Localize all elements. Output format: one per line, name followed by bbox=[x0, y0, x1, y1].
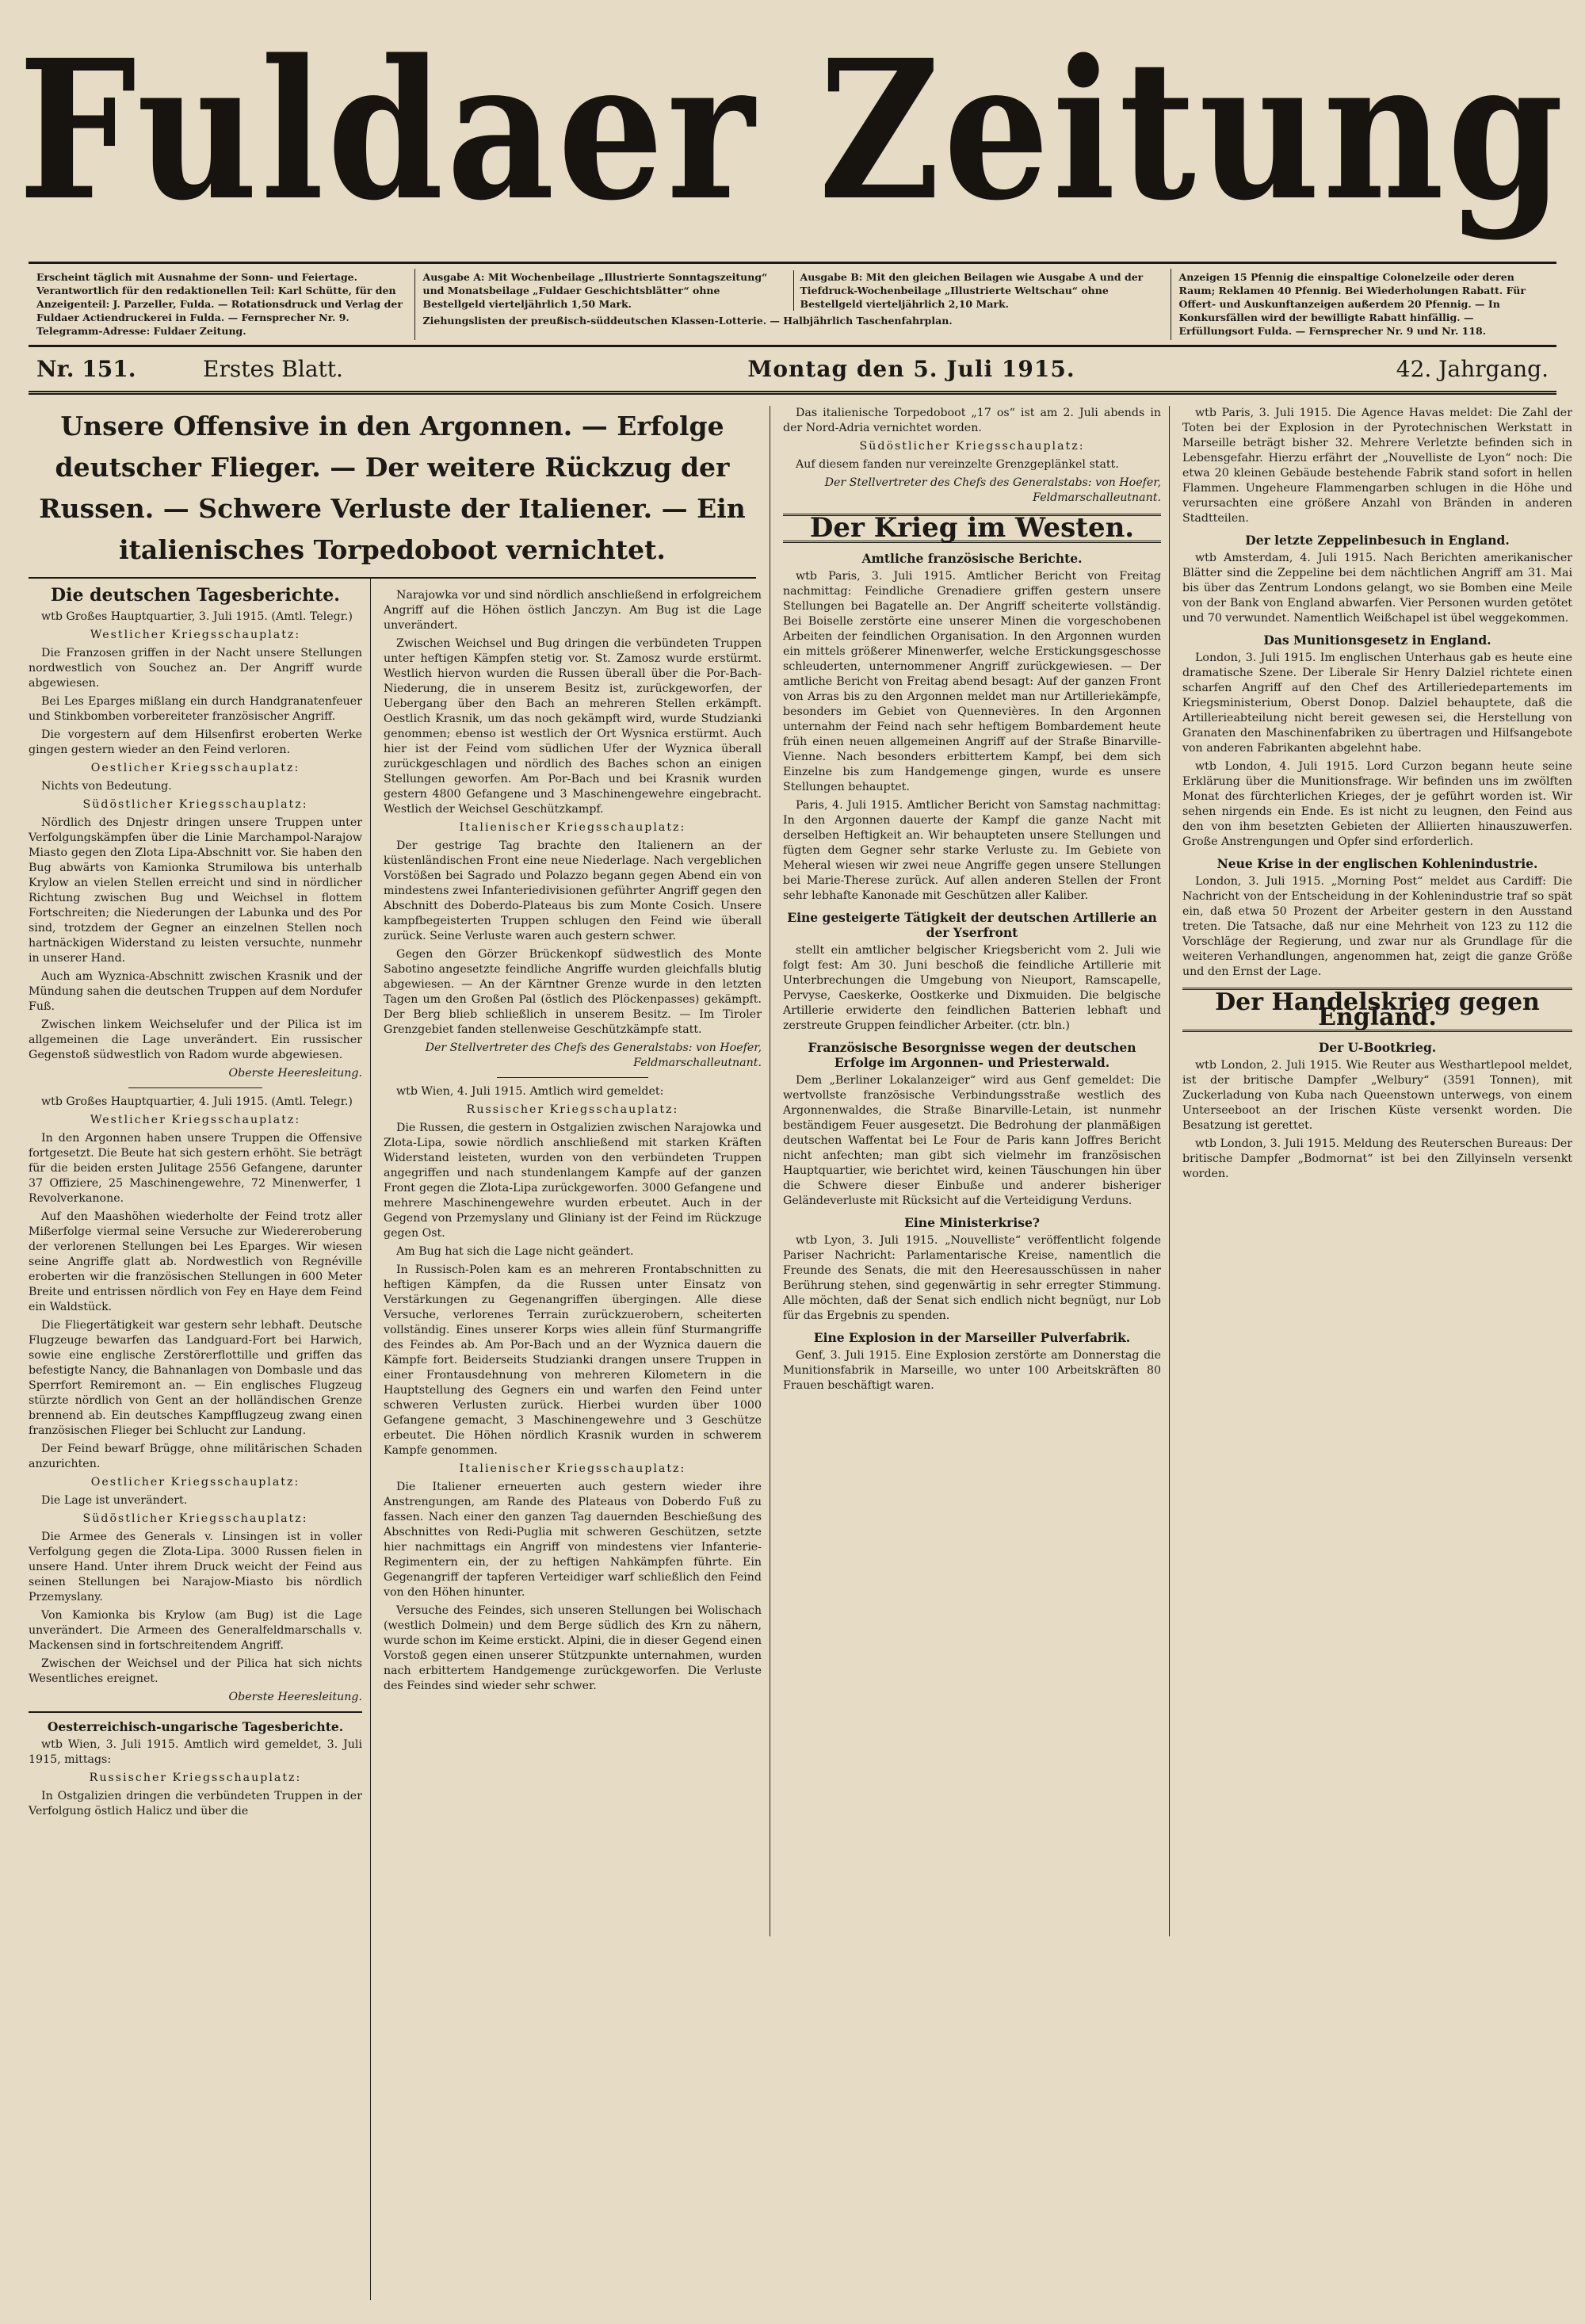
section-subtitle: Der letzte Zeppelinbesuch in England. bbox=[1245, 533, 1510, 548]
subhead: Südöstlicher Kriegsschauplatz: bbox=[859, 440, 1085, 453]
column-2 bbox=[384, 406, 770, 1936]
info-editions bbox=[415, 269, 1171, 340]
section-subtitle: Französische Besorgnisse wegen der deutschen Erfolge im Argonnen- und Priesterwald. bbox=[808, 1040, 1136, 1070]
issue-number: Nr. 151. bbox=[36, 356, 136, 382]
paragraph: Auf den Maashöhen wiederholte der Feind trotz aller Mißerfolge viermal seine Versuche zur Wiedereroberung der verlorenen Stellungen bei Les Eparges. Wir wiesen seine Angriffe glatt ab. Nordwestlich von Regnéville eroberten wir die französischen Stellungen in 600 Meter Breite und entrissen nördlich von Fey en Haye dem Feind ein Waldstück. bbox=[29, 1210, 362, 1313]
paragraph: Versuche des Feindes, sich unseren Stellungen bei Wolischach (westlich Dolmein) und dem Berge südlich des Krn zu nähern, wurde schon im Keime erstickt. Alpini, die in dieser Gegend einen Vorstoß gegen einen unserer Stützpunkte unternahmen, wurden nach erbittertem Handgemenge zurückgeworfen. Die Verluste des Feindes sind wieder sehr schwer. bbox=[384, 1604, 762, 1692]
section-subtitle: Eine Explosion in der Marseiller Pulverfabrik. bbox=[813, 1330, 1131, 1345]
signature: Der Stellvertreter des Chefs des Generalstabs: von Hoefer, Feldmarschalleutnant. bbox=[824, 476, 1161, 504]
paragraph: Die Italiener erneuerten auch gestern wieder ihre Anstrengungen, am Rande des Plateaus von Doberdo Fuß zu fassen. Nach einer den ganzen Tag dauernden Beschießung des Abschnittes von Redi-Puglia mit schweren Geschützen, setzte hier nachmittags ein Angriff von mindestens vier Infanterie-Regimentern ein, der zu heftigen Nahkämpfen führte. Ein Gegenangriff der tapferen Verteidiger warf schließlich den Feind von den Höhen hinunter. bbox=[384, 1481, 762, 1599]
paragraph: wtb Großes Hauptquartier, 4. Juli 1915. (Amtl. Telegr.) bbox=[41, 1095, 353, 1108]
section-subtitle: Amtliche französische Berichte. bbox=[861, 551, 1083, 566]
section-title: Der Krieg im Westen. bbox=[809, 512, 1135, 544]
paragraph: wtb London, 4. Juli 1915. Lord Curzon begann heute seine Erklärung über die Munitionsfrage. Wir befinden uns im zwölften Monat des fürchterlichen Krieges, der je geführt worden ist. Wir sehen nirgends ein Ende. Es ist nicht zu leugnen, den Feind aus den von ihm besetzten Gebieten der Alliierten hinauszuwerfen. Große Anstrengungen und Opfer sind erforderlich. bbox=[1182, 760, 1572, 848]
section-subtitle: Der U-Bootkrieg. bbox=[1318, 1040, 1437, 1055]
paragraph: Die Russen, die gestern in Ostgalizien zwischen Narajowka und Zlota-Lipa, sowie nördlich anschließend mit starken Kräften Widerstand leisteten, wurden von den verbündeten Truppen angegriffen und nach stundenlangem Kampfe auf der ganzen Front gegen die Zlota-Lipa zurückgeworfen. 3000 Gefangene und mehrere Maschinengewehre wurden erbeutet. Auch in der Gegend von Przemyslany und Gliniany ist der Feind im Rückzuge gegen Ost. bbox=[384, 1122, 762, 1240]
subhead: Westlicher Kriegsschauplatz: bbox=[90, 1114, 301, 1126]
signature: Oberste Heeresleitung. bbox=[228, 1691, 362, 1703]
paragraph: Der gestrige Tag brachte den Italienern an der küstenländischen Front eine neue Niederlage. Nach vergeblichen Vorstößen bei Sagrado und Polazzo begann gegen Abend ein von mindestens zwei Infanteriedivisionen geführter Angriff gegen den Abschnitt des Doberdo-Plateaus bis zum Monte Cosich. Unsere kampfbegeisterten Truppen schlugen den Feind wie überall zurück. Seine Verluste waren auch gestern schwer. bbox=[384, 839, 762, 942]
section-title: Oesterreichisch-ungarische Tagesberichte. bbox=[47, 1719, 344, 1734]
paragraph: Narajowka vor und sind nördlich anschließend in erfolgreichem Angriff auf die Höhen östlich Janczyn. Am Bug ist die Lage unverändert. bbox=[384, 589, 762, 632]
paragraph: Die Fliegertätigkeit war gestern sehr lebhaft. Deutsche Flugzeuge bewarfen das Landguard-Fort bei Harwich, sowie eine englische Zerstörerflottille und griffen das befestigte Nancy, die Bahnanlagen von Dombasle und das Sperrfort Remiremont an. — Ein englisches Flugzeug stürzte nördlich von Gent an der holländischen Grenze brennend ab. Ein deutsches Kampfflugzeug zwang einen französischen Flieger bei Schlucht zur Landung. bbox=[29, 1319, 362, 1437]
paragraph: Zwischen der Weichsel und der Pilica hat sich nichts Wesentliches ereignet. bbox=[29, 1657, 362, 1685]
newspaper-title: Fuldaer Zeitung bbox=[18, 17, 1567, 243]
paragraph: Das italienische Torpedoboot „17 os“ ist am 2. Juli abends in der Nord-Adria vernichtet worden. bbox=[783, 407, 1161, 434]
subhead: Oestlicher Kriegsschauplatz: bbox=[90, 1476, 300, 1489]
paragraph: Der Feind bewarf Brügge, ohne militärischen Schaden anzurichten. bbox=[29, 1443, 362, 1470]
column-3 bbox=[783, 406, 1170, 1936]
info-publication: Erscheint täglich mit Ausnahme der Sonn- und Feiertage. Verantwortlich für den redaktionellen Teil: Karl Schütte, für den Anzeigenteil: J. Parzeller, Fulda. — Rotationsdruck und Verlag der Fuldaer Actiendruckerei in Fulda. — Fernsprecher Nr. 9. Telegramm-Adresse: Fuldaer Zeitung. bbox=[29, 269, 415, 340]
section-subtitle: Eine gesteigerte Tätigkeit der deutschen Artillerie an der Yserfront bbox=[787, 910, 1157, 940]
paragraph: Dem „Berliner Lokalanzeiger“ wird aus Genf gemeldet: Die wertvollste französische Verbindungsstraße westlich des Argonnenwaldes, die Straße Binarville-Letain, ist nunmehr beständigem Feuer ausgesetzt. Die Bedrohung der planmäßigen deutschen Waffentat bei Le Four de Paris kann Joffres Bericht nicht anfechten; man gibt sich vielmehr im französischen Hauptquartier, wie berichtet wird, keinen Täuschungen hin über die Schwere dieser Einbuße und anderer bisheriger Geländeverluste mit Rücksicht auf die Verteidigung Verduns. bbox=[783, 1074, 1161, 1207]
paragraph: Die vorgestern auf dem Hilsenfirst eroberten Werke gingen gestern wieder an den Feind verloren. bbox=[29, 728, 362, 756]
paragraph: Zwischen Weichsel und Bug dringen die verbündeten Truppen unter heftigen Kämpfen stetig vor. St. Zamosz wurde erstürmt. Westlich hiervon wurden die Russen überall über die Por-Bach-Niederung, die in unserem Besitz ist, zurückgeworfen, der Uebergang über den Bach an mehreren Stellen erkämpft. Oestlich Krasnik, um das noch gekämpft wird, wurde Studzianki genommen; ebenso ist westlich der Ort Wysnica erstürmt. Auch hier ist der Feind vom südlichen Ufer der Wyznica überall zurückgeschlagen und nördlich des Baches schon an einigen Stellungen geworfen. Am Por-Bach und bei Krasnik wurden gestern 4800 Gefangene und 3 Maschinengewehre eingebracht. Westlich der Weichsel Geschützkampf. bbox=[384, 637, 762, 816]
subhead: Südöstlicher Kriegsschauplatz: bbox=[82, 1512, 308, 1525]
dateline bbox=[29, 347, 1556, 395]
article-body bbox=[29, 406, 1572, 2300]
subhead: Italienischer Kriegsschauplatz: bbox=[459, 1462, 686, 1475]
paragraph: wtb Amsterdam, 4. Juli 1915. Nach Berichten amerikanischer Blätter sind die Zeppeline bei dem nächtlichen Angriff am 31. Mai bis über das Zentrum Londons gelangt, wo sie Bomben eine Meile von der Bank von England abwarfen. Vier Personen wurden getötet und 70 verwundet. Namentlich Weißchapel ist übel weggekommen. bbox=[1182, 552, 1572, 625]
paragraph: Die Franzosen griffen in der Nacht unsere Stellungen nordwestlich von Souchez an. Der Angriff wurde abgewiesen. bbox=[29, 647, 362, 690]
column-4 bbox=[1182, 406, 1572, 1936]
info-ads: Anzeigen 15 Pfennig die einspaltige Colonelzeile oder deren Raum; Reklamen 40 Pfennig. Bei Wiederholungen Rabatt. Für Offert- und Auskunftanzeigen außerdem 20 Pfennig. — In Konkursfällen wird der bewilligte Rabatt hinfällig. — Erfüllungsort Fulda. — Fernsprecher Nr. 9 und Nr. 118. bbox=[1178, 271, 1526, 337]
paragraph: Paris, 4. Juli 1915. Amtlicher Bericht von Samstag nachmittag: In den Argonnen dauerte der Kampf die ganze Nacht mit derselben Heftigkeit an. Wir behaupteten unsere Stellungen und fügten dem Gegner sehr starke Verluste zu. Im Gebiete von Meheral wiesen wir zwei neue Angriffe gegen unsere Stellungen bei Marie-Therese zurück. Auf allen anderen Stellen der Front sehr lebhafte Kanonade mit Geschützen aller Kaliber. bbox=[783, 799, 1161, 902]
paragraph: Gegen den Görzer Brückenkopf südwestlich des Monte Sabotino angesetzte feindliche Angriffe wurden gleichfalls blutig abgewiesen. — An der Kärntner Grenze wurde in den letzten Tagen um den Großen Pal (östlich des Plöckenpasses) gekämpft. Der Berg blieb schließlich in unserem Besitz. — Im Tiroler Grenzgebiet fanden stellenweise Geschützkämpfe statt. bbox=[384, 948, 762, 1036]
subhead: Italienischer Kriegsschauplatz: bbox=[459, 821, 686, 834]
paragraph: wtb Paris, 3. Juli 1915. Die Agence Havas meldet: Die Zahl der Toten bei der Explosion in der Pyrotechnischen Werkstatt in Marseille beträgt bisher 32. Mehrere Verletzte befinden sich in Lebensgefahr. Hierzu erfährt der „Nouvelliste de Lyon“ noch: Die etwa 20 kleinen Gebäude bestehende Fabrik stand sofort in hellen Flammen. Ungeheure Flammengarben schlugen in die Höhe und verursachten eine größere Anzahl von Bränden in anderen Stadtteilen. bbox=[1182, 407, 1572, 525]
paragraph: wtb London, 2. Juli 1915. Wie Reuter aus Westhartlepool meldet, ist der britische Dampfer „Welbury“ (3591 Tonnen), mit Zuckerladung von Kuba nach Queenstown unterwegs, von einem Unterseeboot an der Irischen Küste versenkt worden. Die Besatzung ist gerettet. bbox=[1182, 1059, 1572, 1132]
paragraph: Nichts von Bedeutung. bbox=[41, 780, 172, 793]
section-title: Die deutschen Tagesberichte. bbox=[51, 585, 340, 606]
paragraph: Nördlich des Dnjestr dringen unsere Truppen unter Verfolgungskämpfen über die Linie Marchampol-Narajow Miasto gegen den Zlota Lipa-Abschnitt vor. Sie haben den Bug abwärts von Kamionka Strumilowa bis unterhalb Krylow an vielen Stellen erreicht und sind in nördlicher Richtung zwischen Bug und Weichsel in flottem Fortschreiten; die Niederungen der Labunka und des Por sind, trotzdem der Gegner an einzelnen Stellen noch hartnäckigen Widerstand zu leisten versuchte, nunmehr in unserer Hand. bbox=[29, 816, 362, 965]
divider bbox=[29, 1711, 362, 1713]
section-header-box bbox=[1182, 988, 1572, 1032]
signature: Der Stellvertreter des Chefs des Generalstabs: von Hoefer, Feldmarschalleutnant. bbox=[425, 1042, 762, 1069]
divider bbox=[128, 1087, 262, 1088]
subhead: Südöstlicher Kriegsschauplatz: bbox=[82, 798, 308, 811]
paragraph: stellt ein amtlicher belgischer Kriegsbericht vom 2. Juli wie folgt fest: Am 30. Juni beschoß die feindliche Artillerie mit Unterbrechungen die Umgebung von Nieuport, Ramscapelle, Pervyse, Caeskerke, Oostkerke und Dixmuiden. Die belgische Artillerie erwiderte den feindlichen Batterien lebhaft und zerstreute Gruppen feindlicher Arbeiter. (ctr. bln.) bbox=[783, 944, 1161, 1032]
subhead: Westlicher Kriegsschauplatz: bbox=[90, 629, 301, 641]
paragraph: wtb Wien, 3. Juli 1915. Amtlich wird gemeldet, 3. Juli 1915, mittags: bbox=[29, 1738, 362, 1766]
paragraph: London, 3. Juli 1915. „Morning Post“ meldet aus Cardiff: Die Nachricht von der Entscheidung in der Kohlenindustrie traf so spät ein, daß etwa 50 Prozent der Arbeiter gestern in den Ausstand treten. Die Tatsache, daß nur eine Mehrheit von 123 zu 112 die Vorschläge der Regierung, und zwar nur als Grundlage für die weiteren Verhandlungen, angenommen hat, zeigt die ganze Größe und den Ernst der Lage. bbox=[1182, 875, 1572, 978]
masthead bbox=[18, 0, 1567, 262]
section-title: Der Handelskrieg gegen England. bbox=[1215, 988, 1540, 1031]
volume-year: 42. Jahrgang. bbox=[1396, 356, 1549, 382]
main-headline: Unsere Offensive in den Argonnen. — Erfolge deutscher Flieger. — Der weitere Rückzug der Russen. — Schwere Verluste der Italiener. — Ein italienisches Torpedoboot vernichtet. bbox=[29, 406, 756, 579]
paragraph: Auch am Wyznica-Abschnitt zwischen Krasnik und der Mündung sahen die deutschen Truppen auf dem Nordufer Fuß. bbox=[29, 970, 362, 1013]
paragraph: Die Lage ist unverändert. bbox=[41, 1494, 188, 1507]
signature: Oberste Heeresleitung. bbox=[228, 1067, 362, 1080]
issue-date: Montag den 5. Juli 1915. bbox=[747, 356, 1075, 382]
section-subtitle: Das Munitionsgesetz in England. bbox=[1263, 633, 1491, 648]
section-subtitle: Eine Ministerkrise? bbox=[904, 1215, 1040, 1230]
paragraph: In den Argonnen haben unsere Truppen die Offensive fortgesetzt. Die Beute hat sich gestern erhöht. Sie beträgt für die beiden ersten Julitage 2556 Gefangene, darunter 37 Offiziere, 25 Maschinengewehre, 72 Minenwerfer, 1 Revolverkanone. bbox=[29, 1132, 362, 1205]
sheet-label: Erstes Blatt. bbox=[203, 356, 343, 382]
info-edition-b: Ausgabe B: Mit den gleichen Beilagen wie Ausgabe A und der Tiefdruck-Wochenbeilage „Illustrierte Weltschau“ ohne Bestellgeld vierteljährlich 2,10 Mark. bbox=[793, 270, 1163, 311]
paragraph: Von Kamionka bis Krylow (am Bug) ist die Lage unverändert. Die Armeen des Generalfeldmarschalls v. Mackensen sind in fortschreitendem Angriff. bbox=[29, 1609, 362, 1652]
paragraph: Zwischen linkem Weichselufer und der Pilica ist im allgemeinen die Lage unverändert. Ein russischer Gegenstoß südwestlich von Radom wurde abgewiesen. bbox=[29, 1019, 362, 1061]
divider bbox=[497, 1077, 648, 1078]
subhead: Russischer Kriegsschauplatz: bbox=[466, 1103, 679, 1116]
paragraph: wtb Paris, 3. Juli 1915. Amtlicher Bericht von Freitag nachmittag: Feindliche Grenadiere griffen gestern unsere Stellungen bei Bagatelle an. Der Angriff scheiterte vollständig. Bei Boiselle zerstörte eine unserer Minen die vorgeschobenen Arbeiten der feindlichen Organisation. In den Argonnen wurden ein mittels größerer Minenwerfer, welche Erstickungsgeschosse schleuderten, unternommener Angriff zurückgewiesen. — Der amtliche Bericht von Freitag abend besagt: Auf der ganzen Front von Arras bis zu den Argonnen meldet man nur Artilleriekämpfe, besonders im Gebiet von Quennevières. In den Argonnen unternahm der Feind nach sehr heftigem Bombardement heute früh einen neuen allgemeinen Angriff auf der Straße Binarville-Vienne. Nach besonders erbittertem Kampf, bei dem sich Einzelne bis zum Handgemenge gingen, wurde es unsere Stellungen behauptet. bbox=[783, 570, 1161, 793]
section-header-box bbox=[783, 514, 1161, 543]
paragraph: Bei Les Eparges mißlang ein durch Handgranatenfeuer und Stinkbomben vorbereiteter französischer Angriff. bbox=[29, 695, 362, 723]
paragraph: wtb Lyon, 3. Juli 1915. „Nouvelliste“ veröffentlicht folgende Pariser Nachricht: Parlamentarische Kreise, namentlich die Freunde des Senats, die mit den Heeresausschüssen in naher Berührung stehen, sind gegenwärtig in sehr erregter Stimmung. Alle möchten, daß der Senat sich endlich nicht begnügt, nur Lob für das Ergebnis zu spenden. bbox=[783, 1234, 1161, 1322]
info-row bbox=[29, 262, 1556, 347]
paragraph: wtb London, 3. Juli 1915. Meldung des Reuterschen Bureaus: Der britische Dampfer „Bodmornat“ ist bei den Zillyinseln versenkt worden. bbox=[1182, 1137, 1572, 1180]
paragraph: Auf diesem fanden nur vereinzelte Grenzgeplänkel statt. bbox=[796, 458, 1119, 471]
subhead: Oestlicher Kriegsschauplatz: bbox=[90, 762, 300, 774]
paragraph: Genf, 3. Juli 1915. Eine Explosion zerstörte am Donnerstag die Munitionsfabrik in Marseille, wo unter 100 Arbeitskräften 80 Frauen beschäftigt waren. bbox=[783, 1349, 1161, 1392]
section-subtitle: Neue Krise in der englischen Kohlenindustrie. bbox=[1216, 856, 1538, 871]
paragraph: Die Armee des Generals v. Linsingen ist in voller Verfolgung gegen die Zlota-Lipa. 3000 Russen fielen in unsere Hand. Unter ihrem Druck weicht der Feind aus seinen Stellungen bei Narajow-Miasto bis nördlich Przemyslany. bbox=[29, 1531, 362, 1603]
subhead: Russischer Kriegsschauplatz: bbox=[89, 1772, 302, 1784]
paragraph: Am Bug hat sich die Lage nicht geändert. bbox=[396, 1245, 634, 1258]
info-edition-a: Ausgabe A: Mit Wochenbeilage „Illustrierte Sonntagszeitung“ und Monatsbeilage „Fuldaer Geschichtsblätter“ ohne Bestellgeld vierteljährlich 1,50 Mark. bbox=[422, 271, 768, 310]
paragraph: wtb Wien, 4. Juli 1915. Amtlich wird gemeldet: bbox=[396, 1085, 664, 1098]
paragraph: In Russisch-Polen kam es an mehreren Frontabschnitten zu heftigen Kämpfen, da die Russen unter Einsatz von Verstärkungen zu Gegenangriffen übergingen. Alle diese Versuche, verlorenes Terrain zurückzuerobern, scheiterten vollständig. Eines unserer Korps wies allein fünf Sturmangriffe des Feindes ab. Am Por-Bach und an der Wyznica dauern die Kämpfe fort. Beiderseits Studzianki drangen unsere Truppen in einer Frontausdehnung von mehreren Kilometern in die Hauptstellung des Gegners ein und warfen den Feind unter schweren Verlusten zurück. Hierbei wurden über 1000 Gefangene gemacht, 3 Maschinengewehre und 3 Geschütze erbeutet. Die Höhen nördlich Krasnik wurden in schwerem Kampfe genommen. bbox=[384, 1263, 762, 1457]
info-lottery: Ziehungslisten der preußisch-süddeutschen Klassen-Lotterie. — Halbjährlich Taschenfahrplan. bbox=[422, 315, 953, 327]
paragraph: In Ostgalizien dringen die verbündeten Truppen in der Verfolgung östlich Halicz und über die bbox=[29, 1790, 362, 1818]
paragraph: London, 3. Juli 1915. Im englischen Unterhaus gab es heute eine dramatische Szene. Der Liberale Sir Henry Dalziel richtete einen scharfen Angriff auf den Chef des Artilleriedepartements im Kriegsministerium, Oberst Donop. Dalziel behauptete, daß die Artillerieabteilung nicht bereit gewesen sei, die Herstellung von Granaten den Maschinenfabriken zu übertragen und Hilfsangebote von anderen Fabrikanten abgelehnt habe. bbox=[1182, 652, 1572, 755]
paragraph: wtb Großes Hauptquartier, 3. Juli 1915. (Amtl. Telegr.) bbox=[41, 610, 353, 623]
